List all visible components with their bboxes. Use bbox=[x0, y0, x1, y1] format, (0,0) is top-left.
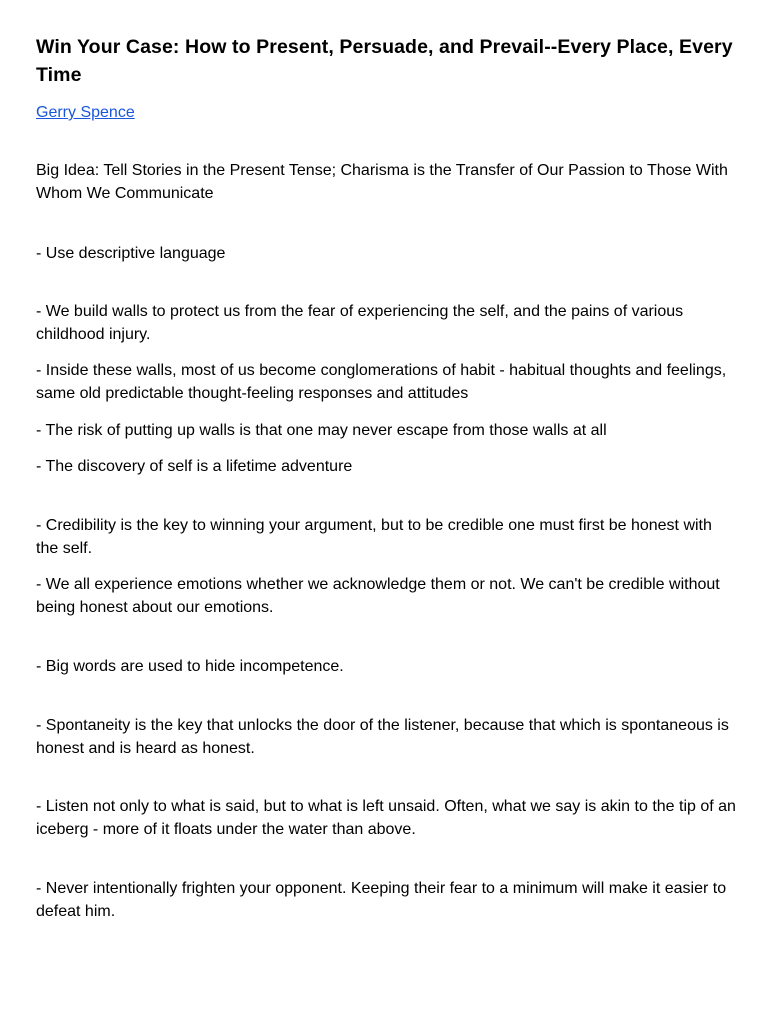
big-idea: Big Idea: Tell Stories in the Present Tense; Charisma is the Transfer of Our Passion to Those With Whom We Communicate bbox=[36, 162, 728, 202]
note-item: - Big words are used to hide incompetence. bbox=[36, 658, 344, 675]
author-link[interactable]: Gerry Spence bbox=[36, 104, 135, 121]
note-item: - Inside these walls, most of us become conglomerations of habit - habitual thoughts and feelings, same old predictable thought-feeling responses and attitudes bbox=[36, 362, 727, 402]
note-item: - We build walls to protect us from the fear of experiencing the self, and the pains of various childhood injury. bbox=[36, 303, 684, 343]
note-item: - The risk of putting up walls is that one may never escape from those walls at all bbox=[36, 422, 607, 439]
note-item: - We all experience emotions whether we acknowledge them or not. We can't be credible without being honest about our emotions. bbox=[36, 576, 720, 616]
note-item: - Use descriptive language bbox=[36, 245, 226, 262]
note-item: - Never intentionally frighten your opponent. Keeping their fear to a minimum will make it easier to defeat him. bbox=[36, 880, 727, 920]
note-item: - The discovery of self is a lifetime adventure bbox=[36, 458, 353, 475]
note-item: - Credibility is the key to winning your argument, but to be credible one must first be honest with the self. bbox=[36, 517, 712, 557]
note-item: - Listen not only to what is said, but to what is left unsaid. Often, what we say is akin to the tip of an iceberg - more of it floats under the water than above. bbox=[36, 798, 736, 838]
note-item: - Spontaneity is the key that unlocks the door of the listener, because that which is spontaneous is honest and is heard as honest. bbox=[36, 717, 729, 757]
page-title: Win Your Case: How to Present, Persuade, and Prevail--Every Place, Every Time bbox=[36, 36, 733, 86]
